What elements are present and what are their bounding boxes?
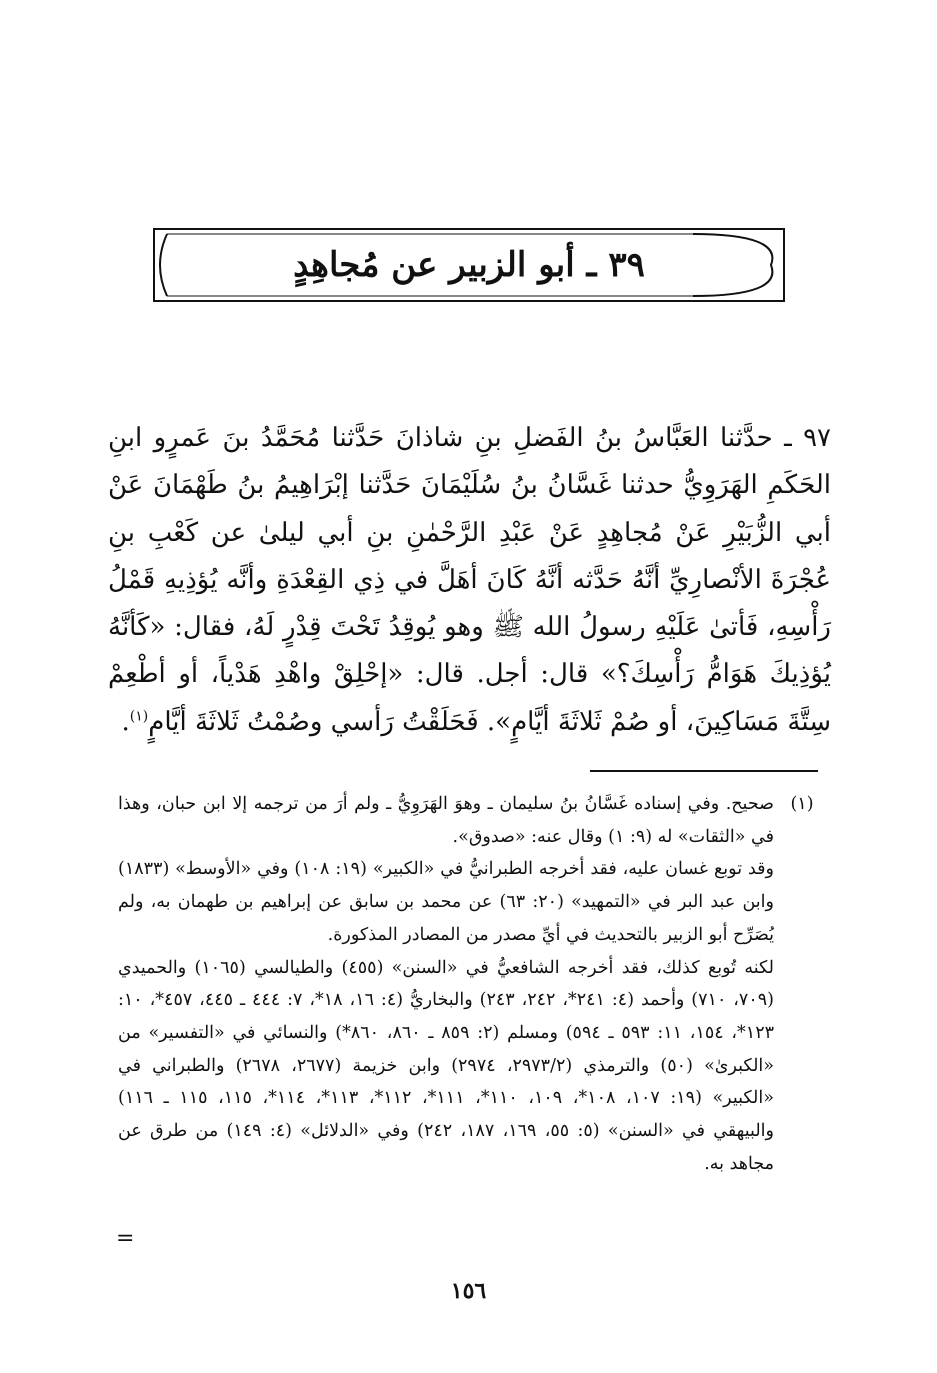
continuation-mark: = (116, 1226, 135, 1251)
footnote-reference[interactable]: (١) (129, 708, 149, 725)
footnote-paragraph: لكنه تُوبع كذلك، فقد أخرجه الشافعيُّ في «السنن» (٤٥٥) والطيالسي (١٠٦٥) والحميدي (٧٠٩، ٧١٠) وأحمد (٤: ٢٤١*، ٢٤٢، ٢٤٣) والبخاريُّ (٤: ١٦، ١٨*، ٧: ٤٤٤ ـ ٤٤٥، ٤٥٧*، ١٠: ١٢٣*، ١٥٤، ١١: ٥٩٣ ـ ٥٩٤) ومسلم (٢: ٨٥٩ ـ ٨٦٠، ٨٦٠*) والنسائي في «التفسير» من «الكبرىٰ» (٥٠) والترمذي (٢٩٧٣/٢، ٢٩٧٤) وابن خزيمة (٢٦٧٧، ٢٦٧٨) والطبراني في «الكبير» (١٩: ١٠٧، ١٠٨*، ١٠٩، ١١٠*، ١١١*، ١١٢*، ١١٣*، ١١٤*، ١١٥، ١١٥ ـ ١١٦) والبيهقي في «السنن» (٥: ٥٥، ١٦٩، ١٨٧، ٢٤٢) وفي «الدلائل» (٤: ١٤٩) من طرق عن مجاهد به. (118, 957, 774, 1174)
footnote-body (118, 788, 774, 1180)
page-number: ١٥٦ (450, 1278, 487, 1304)
footnote-paragraph: صحيح. وفي إسناده غَسَّانُ بنُ سليمان ـ وهوَ الهَرَوِيُّ ـ ولم أرَ من ترجمه إلا ابن حبان، وهذا في «الثقات» له (٩: ١) وقال عنه: «صدوق». (118, 794, 774, 847)
footnote-1 (118, 788, 830, 1180)
footnotes (118, 788, 830, 1180)
footnote-divider (590, 770, 818, 772)
footnote-paragraph: وقد توبع غسان عليه، فقد أخرجه الطبرانيُّ في «الكبير» (١٩: ١٠٨) وفي «الأوسط» (١٨٣٣) وابن عبد البر في «التمهيد» (٢٠: ٦٣) عن محمد بن سابق عن إبراهيم بن طهمان به، ولم يُصَرِّح أبو الزبير بالتحديث في أيِّ مصدر من المصادر المذكورة. (118, 859, 774, 945)
hadith-body: ٩٧ ـ حدَّثنا العَبَّاسُ بنُ الفَضلِ بنِ شاذانَ حَدَّثنا مُحَمَّدُ بنَ عَمرٍو ابنِ الحَكَمِ الهَرَوِيُّ حدثنا غَسَّانُ بنُ سُلَيْمَانَ حَدَّثنا إبْرَاهِيمُ بنُ طَهْمَانَ عَنْ أبي الزُّبَيْرِ عَنْ مُجاهِدٍ عَنْ عَبْدِ الرَّحْمٰنِ بنِ أبي ليلىٰ عن كَعْبِ بنِ عُجْرَةَ الأنْصارِيِّ أنَّهُ حَدَّثه أنَّهُ كَانَ أهَلَّ في ذِي القِعْدَةِ وأنَّه يُؤذِيهِ قَمْلُ رَأْسِهِ، فَأتىٰ عَلَيْهِ رسولُ الله ﷺ وهو يُوقِدُ تَحْتَ قِدْرٍ لَهُ، فقال: «كَأنَّهُ يُؤذِيكَ هَوَامُّ رَأْسِكَ؟» قال: أجل. قال: «إحْلِقْ واهْدِ هَدْياً، أو أطْعِمْ سِتَّةَ مَسَاكِينَ، أو صُمْ ثَلاثَةَ أيَّامٍ». فَحَلَقْتُ رَأسي وصُمْتُ ثَلاثَةَ أيَّامٍ (108, 423, 831, 737)
chapter-title-frame (153, 228, 785, 302)
hadith-text (108, 415, 831, 746)
chapter-title: ٣٩ ـ أبو الزبير عن مُجاهِدٍ (293, 245, 645, 285)
footnote-number: (١) (790, 794, 814, 814)
hadith-end: . (121, 706, 130, 737)
